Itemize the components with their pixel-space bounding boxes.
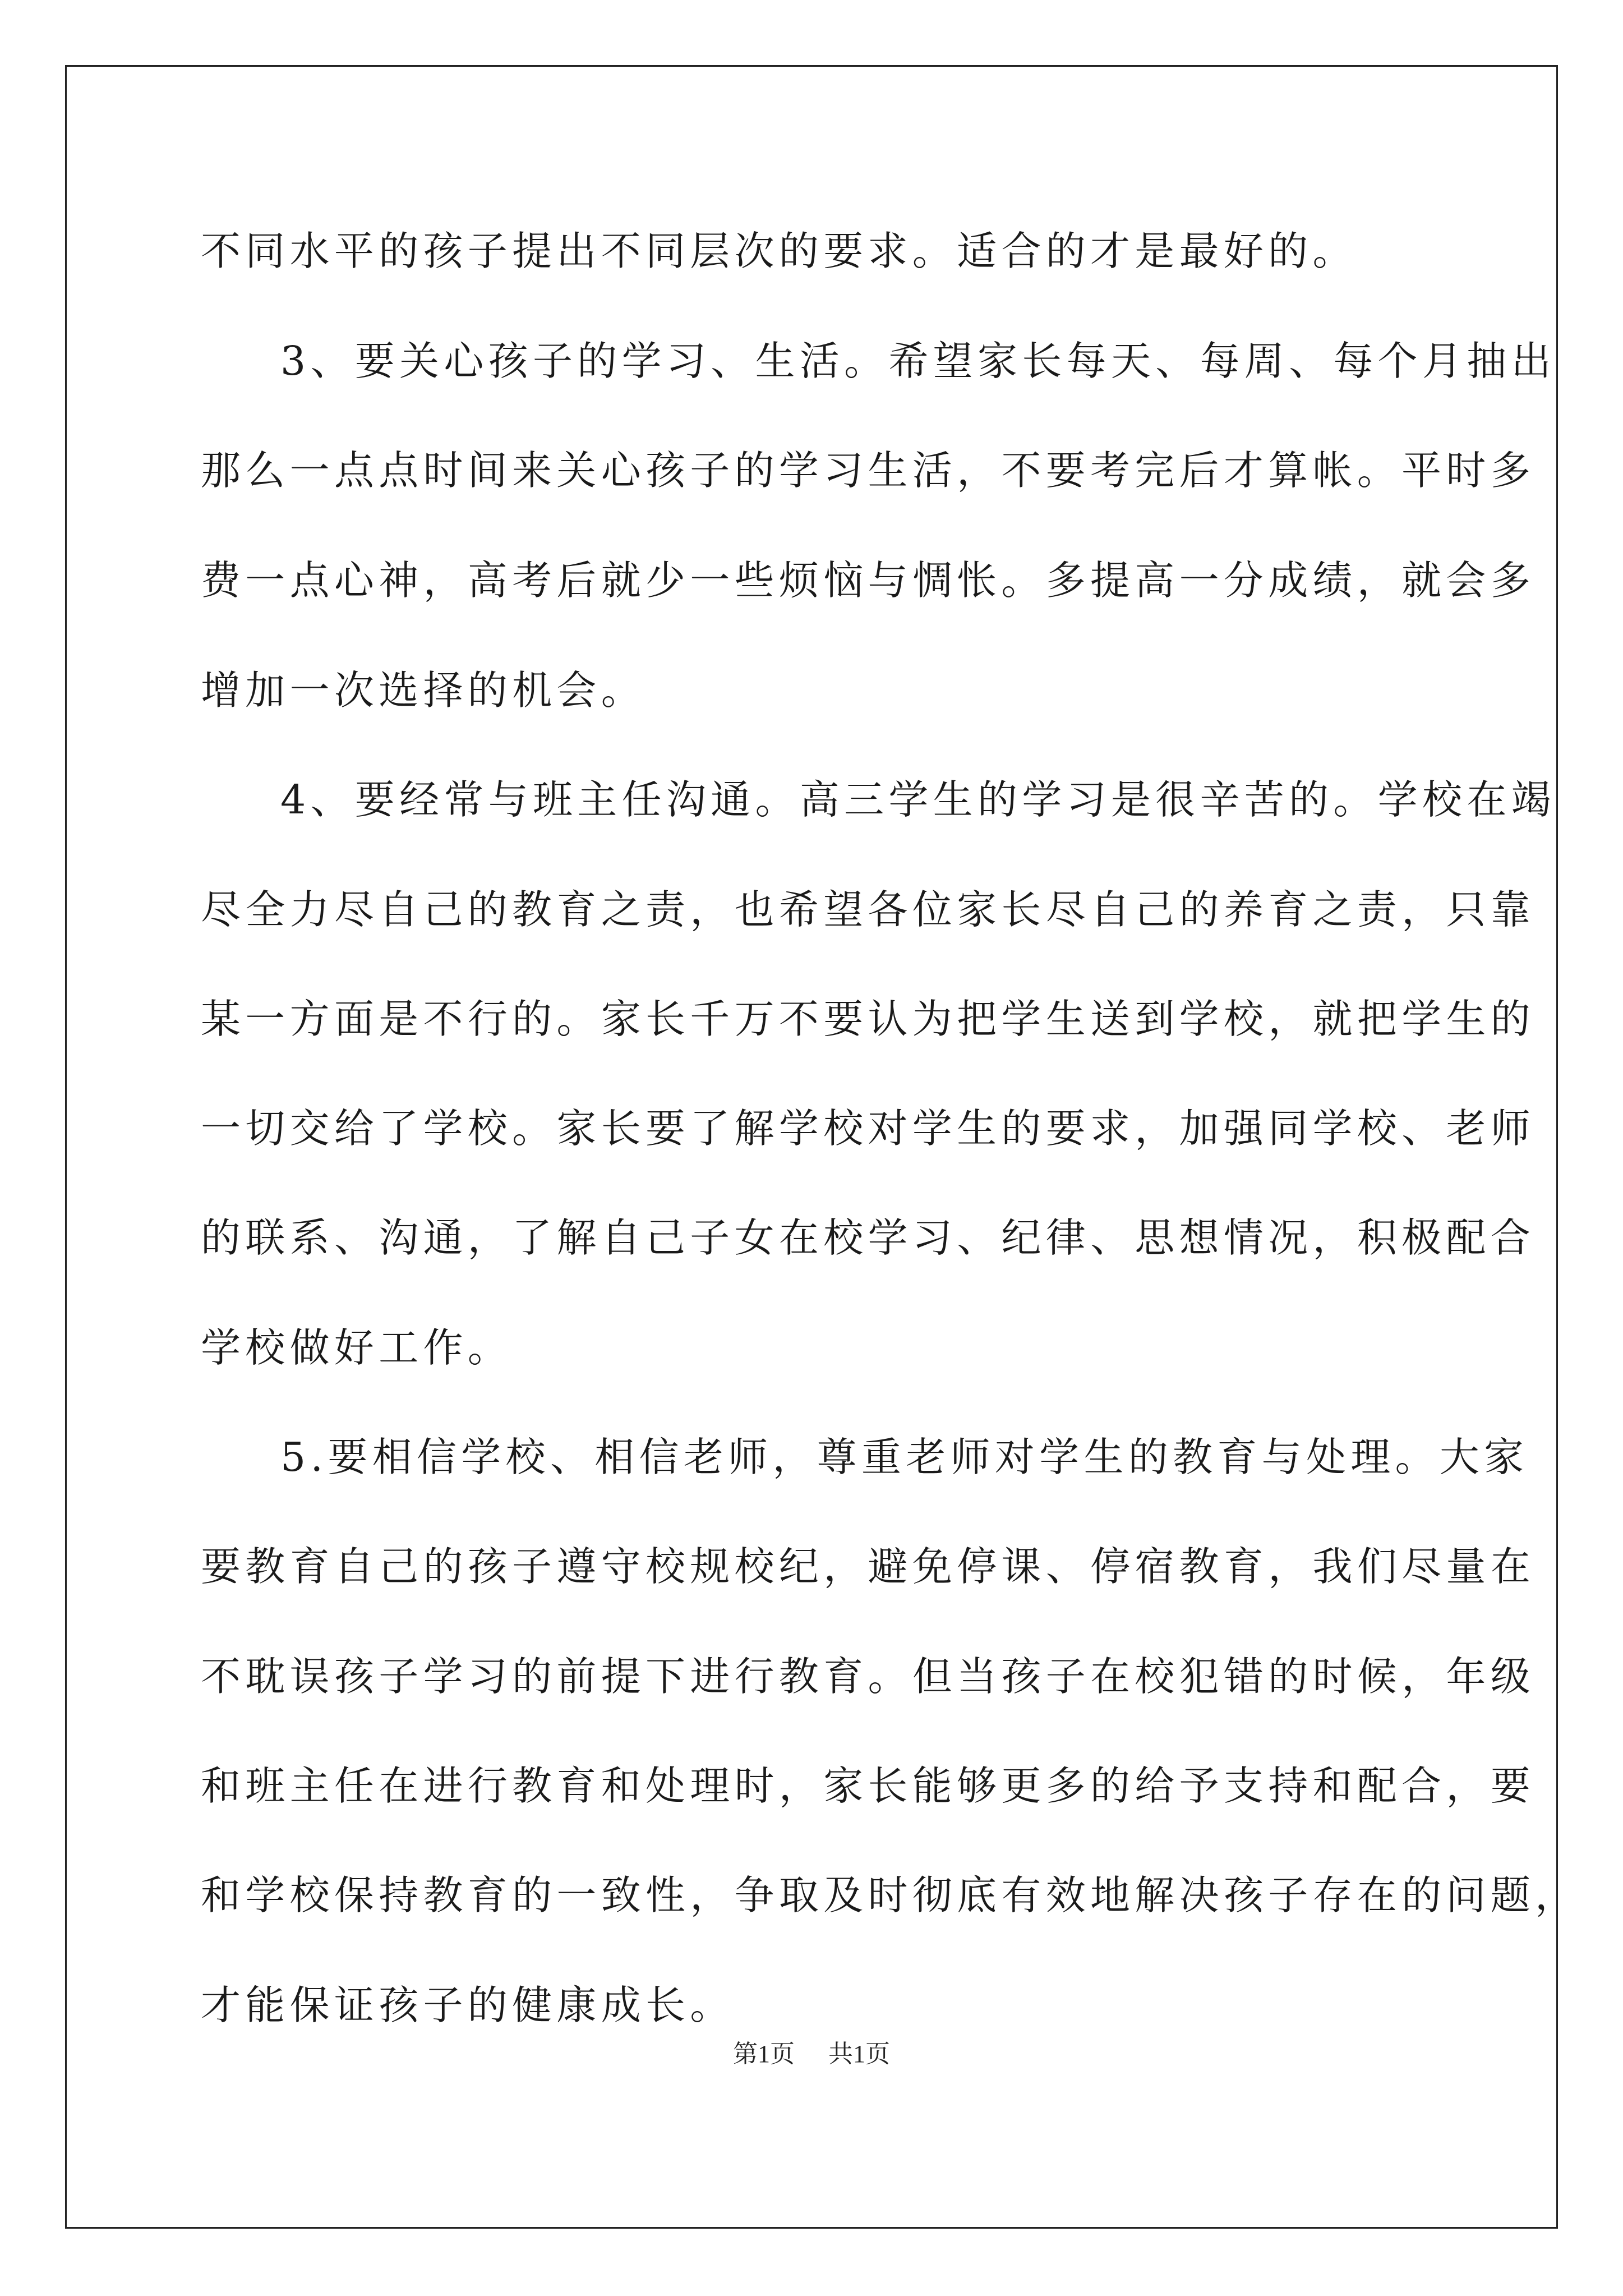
body-line: 一切交给了学校。家长要了解学校对学生的要求，加强同学校、老师 (201, 1105, 1536, 1152)
page-current-label: 第1页 (733, 2040, 795, 2068)
page-footer (0, 2037, 1623, 2071)
body-line: 5.要相信学校、相信老师，尊重老师对学生的教育与处理。大家 (280, 1434, 1529, 1480)
body-line: 那么一点点时间来关心孩子的学习生活，不要考完后才算帐。平时多 (201, 447, 1536, 494)
body-line: 费一点心神，高考后就少一些烦恼与惆怅。多提高一分成绩，就会多 (201, 557, 1536, 604)
body-line: 不耽误孩子学习的前提下进行教育。但当孩子在校犯错的时候，年级 (201, 1653, 1536, 1700)
body-line: 某一方面是不行的。家长千万不要认为把学生送到学校，就把学生的 (201, 996, 1536, 1042)
body-line: 学校做好工作。 (201, 1324, 513, 1371)
body-line: 尽全力尽自己的教育之责，也希望各位家长尽自己的养育之责，只靠 (201, 886, 1536, 933)
body-line: 增加一次选择的机会。 (201, 667, 646, 714)
body-line: 4、要经常与班主任沟通。高三学生的学习是很辛苦的。学校在竭 (280, 776, 1556, 823)
page-total-label: 共1页 (828, 2040, 890, 2068)
body-line: 和学校保持教育的一致性，争取及时彻底有效地解决孩子存在的问题， (201, 1872, 1580, 1918)
body-line: 不同水平的孩子提出不同层次的要求。适合的才是最好的。 (201, 228, 1357, 274)
body-line: 才能保证孩子的健康成长。 (201, 1982, 735, 2028)
body-line: 要教育自己的孩子遵守校规校纪，避免停课、停宿教育，我们尽量在 (201, 1543, 1536, 1590)
body-line: 3、要关心孩子的学习、生活。希望家长每天、每周、每个月抽出 (280, 338, 1556, 384)
body-line: 的联系、沟通，了解自己子女在校学习、纪律、思想情况，积极配合 (201, 1214, 1536, 1261)
body-line: 和班主任在进行教育和处理时，家长能够更多的给予支持和配合，要 (201, 1763, 1536, 1809)
